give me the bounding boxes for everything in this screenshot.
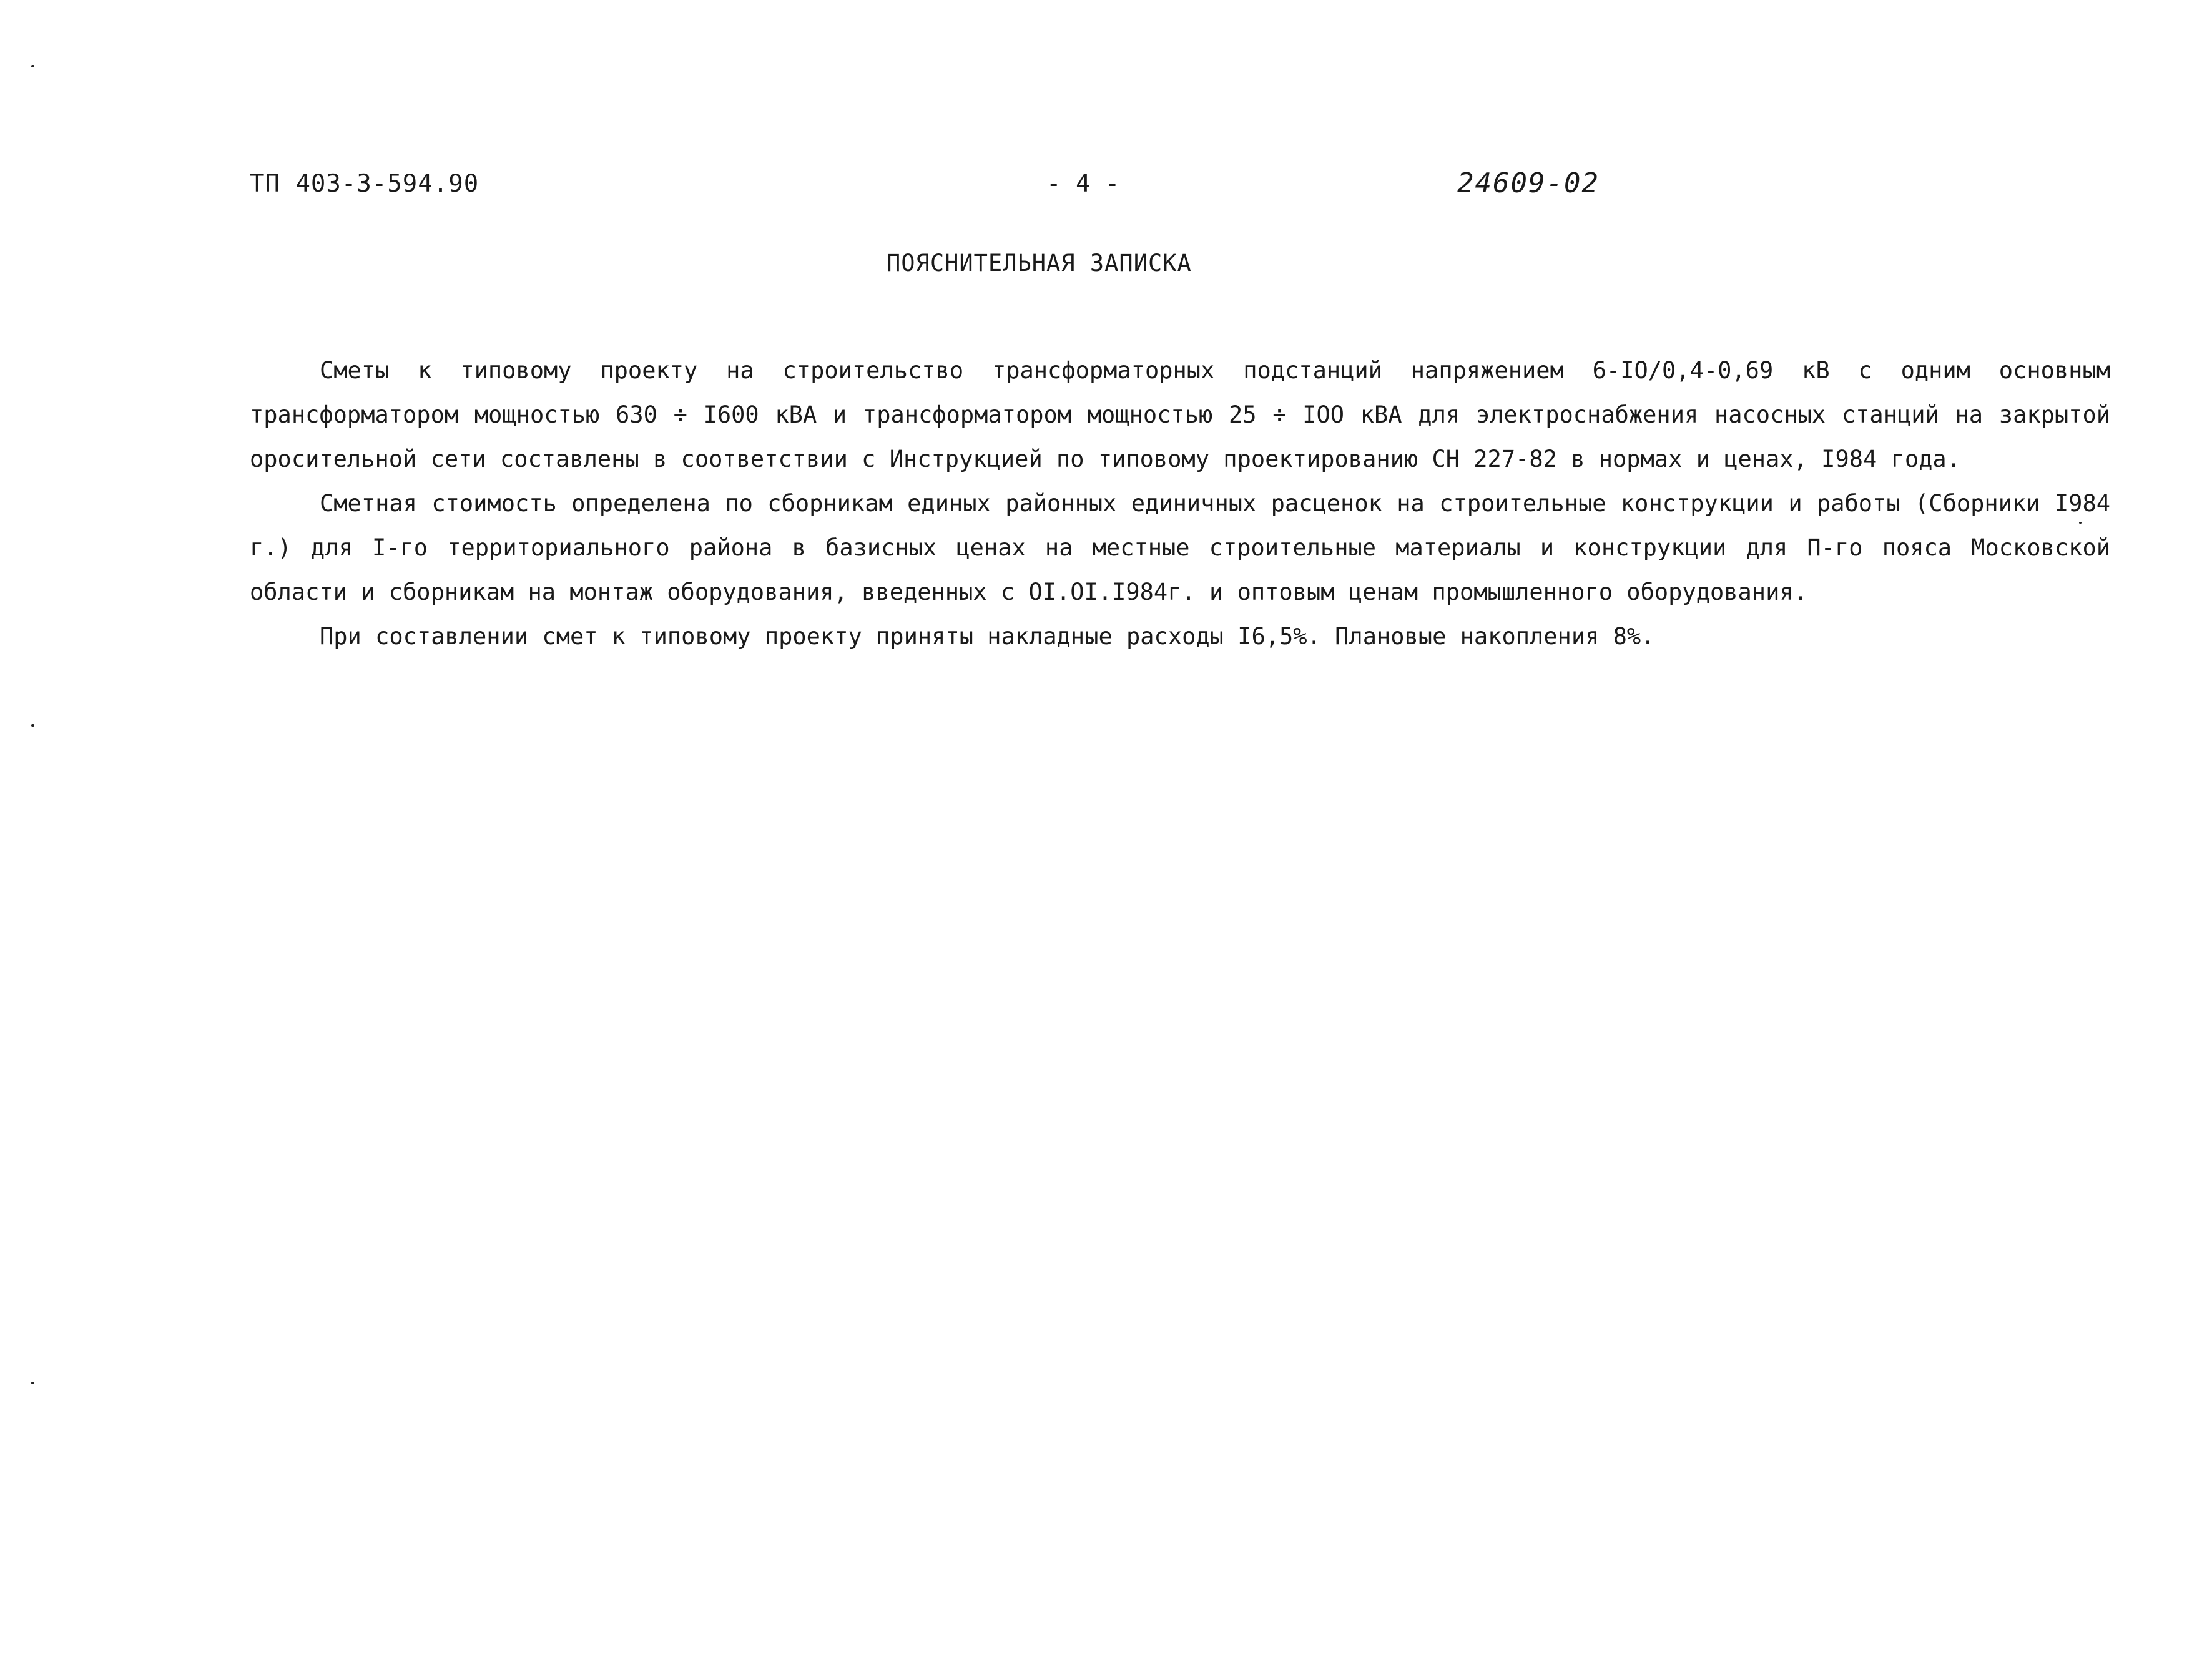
scan-speck-bottom bbox=[31, 1382, 34, 1384]
page-number: - 4 - bbox=[1046, 170, 1120, 198]
scan-speck-middle bbox=[31, 724, 34, 727]
paragraph-estimates-scope: Сметы к типовому проекту на строительство трансформаторных подстанций напряжением 6-IO/0,4-0,69 кВ с одним основным трансформатором мощностью 630 ÷ I600 кВА и трансформатором мощностью 25 ÷ IOO кВА для электроснабжения насосных станций на закрытой оросительной сети составлены в соответствии с Инструкцией по типовому проектированию СН 227-82 в нормах и ценах, I984 года. bbox=[250, 357, 2110, 472]
sheet-code: 24609-02 bbox=[1457, 167, 1600, 199]
scan-speck-top bbox=[31, 65, 34, 67]
scan-speck-right bbox=[2079, 522, 2082, 524]
page-title: ПОЯСНИТЕЛЬНАЯ ЗАПИСКА bbox=[887, 250, 1192, 276]
paragraph-cost-basis: Сметная стоимость определена по сборникам единых районных единичных расценок на строительные конструкции и работы (Сборники I984 г.) для I-го территориального района в базисных ценах на местные строительные материалы и конструкции для П-го пояса Московской области и сборникам на монтаж оборудования, введенных с OI.OI.I984г. и оптовым ценам промышленного оборудования. bbox=[250, 490, 2110, 605]
document-code: ТП 403-3-594.90 bbox=[250, 170, 479, 198]
paragraph-overheads: При составлении смет к типовому проекту приняты накладные расходы I6,5%. Плановые накопления 8%. bbox=[320, 623, 1655, 650]
explanatory-note-body bbox=[250, 348, 2110, 658]
